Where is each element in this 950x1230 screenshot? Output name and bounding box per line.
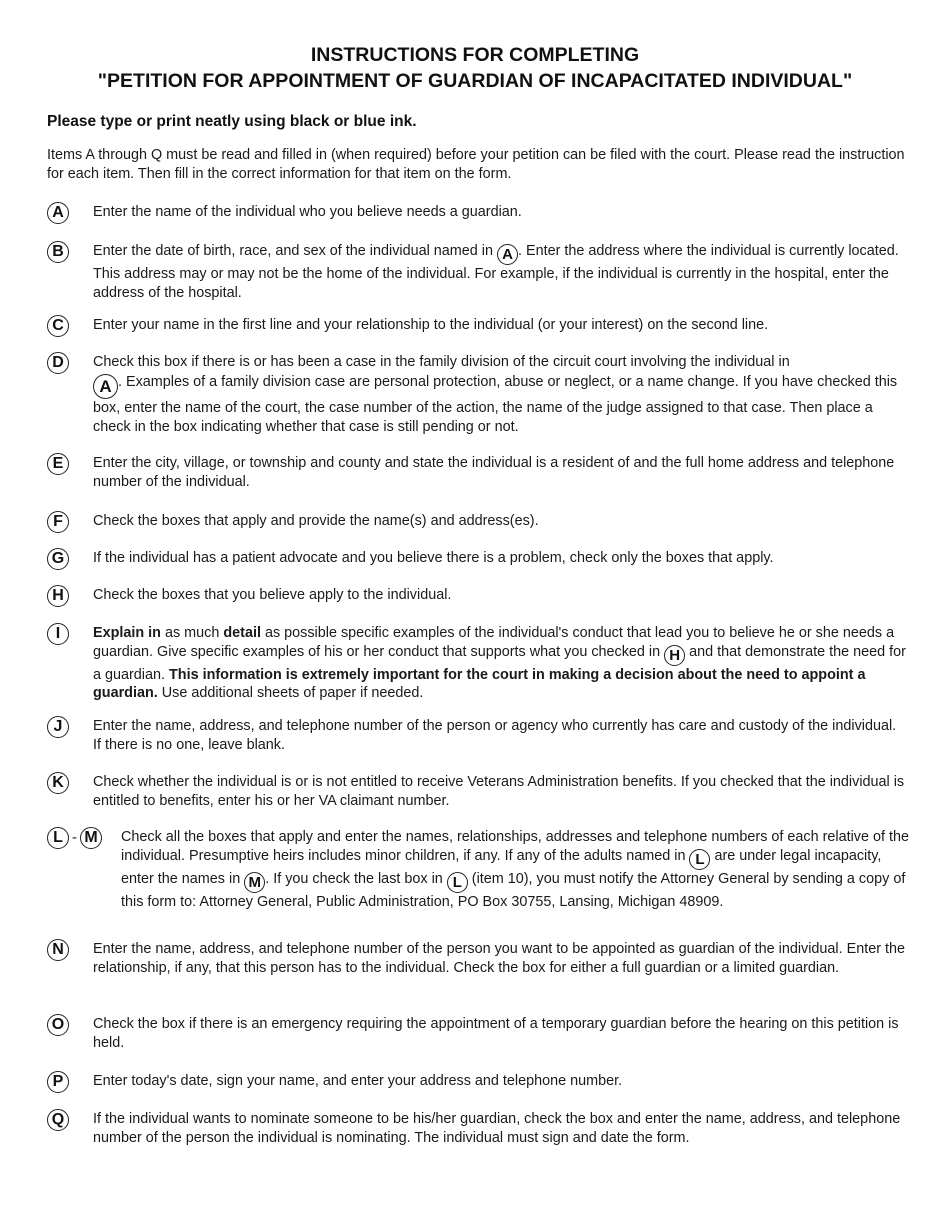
item-b-text: Enter the date of birth, race, and sex of the individual named in A . Enter the address where the individual is currently located. This address may or may not be the home of the individual. For example, if the individual is currently in the hospital, enter the address of the hospital. (93, 243, 899, 301)
item-j-text: Enter the name, address, and telephone number of the person or agency who currently has care and custody of the individual. If there is no one, leave blank. (93, 718, 897, 753)
title-line-1: INSTRUCTIONS FOR COMPLETING (310, 44, 640, 66)
item-q-badge: Q (47, 1109, 69, 1131)
item-h-badge: H (47, 585, 69, 607)
item-g-text: If the individual has a patient advocate and you believe there is a problem, check only the boxes that apply. (93, 550, 774, 566)
title-line-2: "PETITION FOR APPOINTMENT OF GUARDIAN OF INCAPACITATED INDIVIDUAL" (97, 70, 853, 92)
page-title (0, 42, 950, 94)
item-n-text: Enter the name, address, and telephone number of the person you want to be appointed as guardian of the individual. Enter the relationship, if any, that this person has to the individual. Check the box for either a full guardian or a limited guardian. (93, 941, 906, 976)
item-d-badge: D (47, 352, 69, 374)
item-a-badge: A (47, 202, 69, 224)
item-a-text: Enter the name of the individual who you believe needs a guardian. (93, 204, 522, 220)
item-f-text: Check the boxes that apply and provide the name(s) and address(es). (93, 513, 539, 529)
ink-instruction: Please type or print neatly using black or blue ink. (47, 113, 417, 130)
item-e-text: Enter the city, village, or township and county and state the individual is a resident of and the full home address and telephone number of the individual. (93, 455, 895, 490)
item-d-ref-badge: A (93, 374, 118, 399)
item-b-ref-badge: A (497, 244, 518, 265)
item-n-badge: N (47, 939, 69, 961)
item-l-badge: L (47, 827, 69, 849)
item-o-text: Check the box if there is an emergency requiring the appointment of a temporary guardian before the hearing on this petition is held. (93, 1016, 899, 1051)
item-lm-ref-m-badge: M (244, 872, 265, 893)
item-c-badge: C (47, 315, 69, 337)
item-q-text: If the individual wants to nominate someone to be his/her guardian, check the box and enter the name, address, and telephone number of the person the individual is nominating. The individual must sign and date the form. (93, 1111, 901, 1146)
item-lm-ref-l2-badge: L (447, 872, 468, 893)
item-g-badge: G (47, 548, 69, 570)
item-b-badge: B (47, 241, 69, 263)
item-k-badge: K (47, 772, 69, 794)
item-c-text: Enter your name in the first line and your relationship to the individual (or your interest) on the second line. (93, 317, 769, 333)
item-o-badge: O (47, 1014, 69, 1036)
item-i-text: Explain in as much detail as possible specific examples of the individual's conduct that lead you to believe he or she needs a guardian. Give specific examples of his or her conduct that supports what you checked in H and that demonstrate the need for a guardian. This information is extremely important for the court in making a decision about the need to appoint a guardian. Use additional sheets of paper if needed. (93, 625, 906, 701)
item-m-badge: M (80, 827, 102, 849)
item-e-badge: E (47, 453, 69, 475)
item-p-text: Enter today's date, sign your name, and enter your address and telephone number. (93, 1073, 623, 1089)
item-k-text: Check whether the individual is or is not entitled to receive Veterans Administration benefits. If you checked that the individual is entitled to benefits, enter his or her VA claimant number. (93, 774, 905, 809)
intro-paragraph: Items A through Q must be read and filled in (when required) before your petition can be filed with the court. Please read the instruction for each item. Then fill in the correct information for that item on the form. (47, 147, 905, 182)
item-i-ref-badge: H (664, 645, 685, 666)
item-l-m-badges: L - M (47, 827, 102, 849)
item-f-badge: F (47, 511, 69, 533)
item-i-badge: I (47, 623, 69, 645)
item-d-text: Check this box if there is or has been a case in the family division of the circuit court involving the individual in A . Examples of a family division case are personal protection, abuse or neglect, or a name change. If you have checked this box, enter the name of the court, the case number of the action, the name of the judge assigned to that case. Then place a check in the box indicating whether that case is still pending or not. (93, 354, 898, 435)
item-j-badge: J (47, 716, 69, 738)
item-h-text: Check the boxes that you believe apply to the individual. (93, 587, 452, 603)
item-lm-ref-l-badge: L (689, 849, 710, 870)
item-p-badge: P (47, 1071, 69, 1093)
item-l-m-text: Check all the boxes that apply and enter the names, relationships, addresses and telephone numbers of each relative of the individual. Presumptive heirs includes minor children, if any. If any of the adults named in L are under legal incapacity, enter the names in M . If you check the last box in L (item 10), you must notify the Attorney General by sending a copy of this form to: Attorney General, Public Administration, PO Box 30755, Lansing, Michigan 48909. (121, 829, 909, 910)
